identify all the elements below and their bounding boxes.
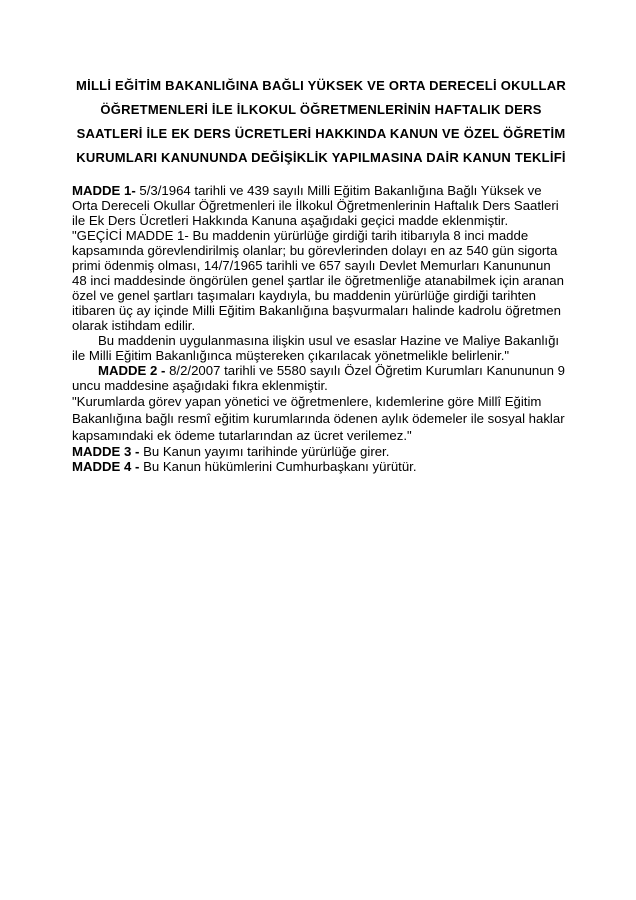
paragraph-madde-3 xyxy=(72,444,565,459)
paragraph-madde-2 xyxy=(72,363,565,393)
title-line-2: ÖĞRETMENLERİ İLE İLKOKUL ÖĞRETMENLERİNİN HAFTALIK DERS xyxy=(100,102,542,117)
madde-3-label: MADDE 3 - xyxy=(72,444,140,459)
title-line-3: SAATLERİ İLE EK DERS ÜCRETLERİ HAKKINDA KANUN VE ÖZEL ÖĞRETİM xyxy=(76,126,566,141)
document-title xyxy=(72,0,570,170)
paragraph-madde-1 xyxy=(72,183,565,228)
madde-4-label: MADDE 4 - xyxy=(72,459,140,474)
paragraph-usul-ve-esaslar xyxy=(72,333,565,363)
paragraph-madde-4 xyxy=(72,459,565,474)
paragraph-kurumlarda-fikra xyxy=(72,393,565,444)
title-line-4: KURUMLARI KANUNUNDA DEĞİŞİKLİK YAPILMASINA DAİR KANUN TEKLİFİ xyxy=(76,150,566,165)
madde-1-label: MADDE 1- xyxy=(72,183,136,198)
title-line-1: MİLLİ EĞİTİM BAKANLIĞINA BAĞLI YÜKSEK VE ORTA DERECELİ OKULLAR xyxy=(76,78,566,93)
madde-1-text: 5/3/1964 tarihli ve 439 sayılı Milli Eğitim Bakanlığına Bağlı Yüksek ve Orta Dereceli Okullar Öğretmenleri ile İlkokul Öğretmenlerinin Haftalık Ders Saatleri ile Ek Ders Ücretleri Hakkında Kanuna aşağıdaki geçici madde eklenmiştir. xyxy=(72,183,559,228)
madde-4-text: Bu Kanun hükümlerini Cumhurbaşkanı yürütür. xyxy=(139,459,417,474)
document-body xyxy=(72,183,565,474)
madde-2-text: 8/2/2007 tarihli ve 5580 sayılı Özel Öğretim Kurumları Kanununun 9 uncu maddesine aşağıdaki fıkra eklenmiştir. xyxy=(72,363,565,393)
paragraph-gecici-madde-1 xyxy=(72,228,565,333)
madde-3-text: Bu Kanun yayımı tarihinde yürürlüğe girer. xyxy=(139,444,390,459)
kurumlarda-fikra-text: "Kurumlarda görev yapan yönetici ve öğretmenlere, kıdemlerine göre Millî Eğitim Bakanlığına bağlı resmî eğitim kurumlarında ödenen aylık ödemeler ile sosyal haklar kapsamındaki ek ödeme tutarlarından az ücret verilemez." xyxy=(72,394,565,443)
usul-ve-esaslar-text: Bu maddenin uygulanmasına ilişkin usul ve esaslar Hazine ve Maliye Bakanlığı ile Milli Eğitim Bakanlığınca müştereken çıkarılacak yönetmelikle belirlenir." xyxy=(72,333,560,363)
gecici-madde-1-text: "GEÇİCİ MADDE 1- Bu maddenin yürürlüğe girdiği tarih itibarıyla 8 inci madde kapsamında görevlendirilmiş olanlar; bu görevlerinden dolayı en az 540 gün sigorta primi ödenmiş olması, 14/7/1965 tarihli ve 657 sayılı Devlet Memurları Kanununun 48 inci maddesinde öngörülen genel şartlar ile öğretmenliğe atanabilmek için aranan özel ve genel şartları taşımaları kaydıyla, bu maddenin yürürlüğe girdiği tarihten itibaren üç ay içinde Milli Eğitim Bakanlığına başvurmaları halinde kadrolu öğretmen olarak istihdam edilir. xyxy=(72,228,564,333)
madde-2-label: MADDE 2 - xyxy=(98,363,166,378)
